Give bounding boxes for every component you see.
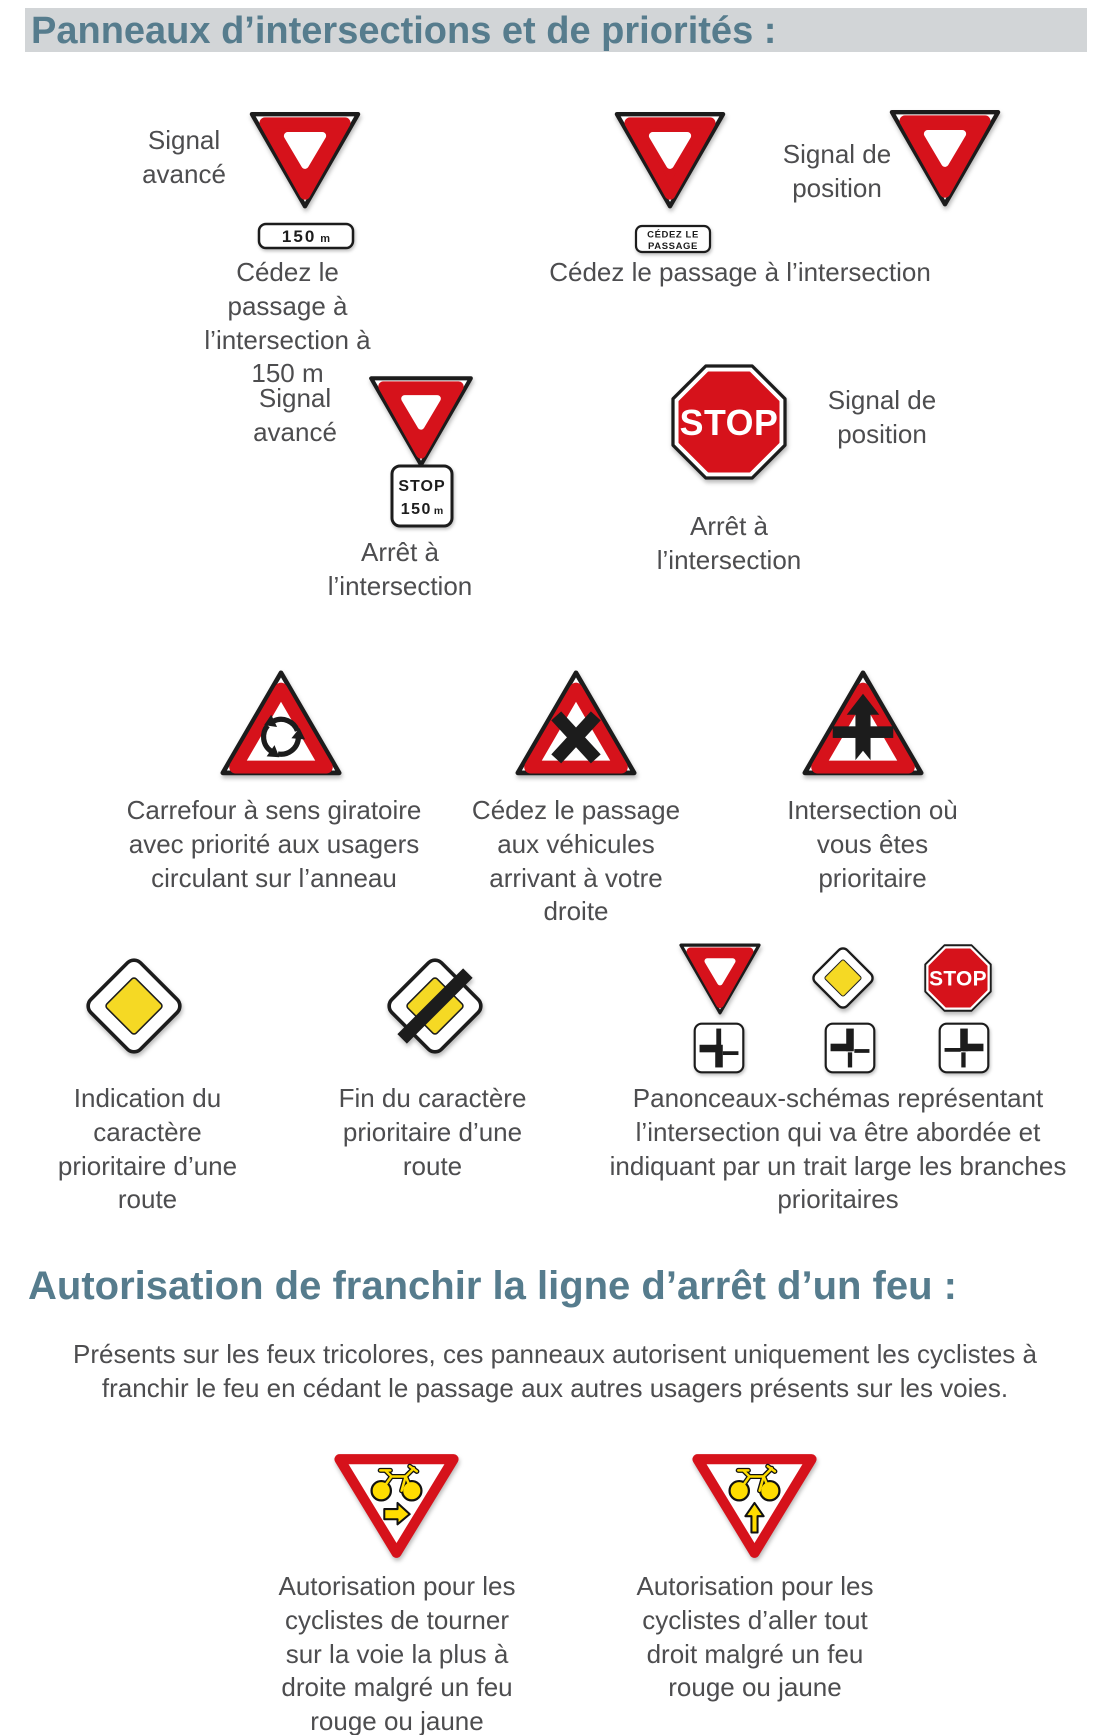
svg-text:CÉDEZ LE: CÉDEZ LE: [647, 229, 699, 241]
svg-text:PASSAGE: PASSAGE: [648, 241, 698, 252]
priority-road-diamond-sign-icon: [72, 944, 196, 1068]
panonceau-schema-icon: [937, 1021, 991, 1075]
stop-position-caption: Arrêt à l’intersection: [656, 511, 802, 575]
yield-position-caption: Cédez le passage à l’intersection: [549, 257, 931, 287]
section1-title: Panneaux d’intersections et de priorités :: [31, 10, 777, 52]
cyclist-straight-caption: Autorisation pour les cyclistes d’aller tout droit malgré un feu rouge ou jaune: [636, 1571, 874, 1703]
cyclist-turn-right-yield-sign-icon: [330, 1449, 463, 1563]
section1-title-bar: [25, 8, 1087, 52]
svg-text:STOP: STOP: [929, 967, 987, 991]
svg-text:STOP: STOP: [398, 478, 446, 495]
section2-intro: Présents sur les feux tricolores, ces panneaux autorisent uniquement les cyclistes à franchir le feu en cédant le passage aux autres usagers présents sur les voies.: [73, 1339, 1037, 1403]
svg-text:STOP: STOP: [679, 403, 779, 443]
stop-advance-caption: Arrêt à l’intersection: [327, 537, 473, 601]
yield-advance-caption: Cédez le passage à l’intersection à 150 m: [204, 257, 371, 389]
panonceau-schema-icon: [823, 1021, 877, 1075]
end-priority-road-diamond-sign-icon: [373, 944, 497, 1068]
position-stop-label: Signal de position: [827, 385, 937, 449]
yield-sign-icon: [240, 99, 370, 216]
end-priority-caption: Fin du caractère prioritaire d’une route: [338, 1083, 527, 1181]
small-yield-sign-icon: [672, 934, 768, 1020]
cedez-le-passage-panel: [634, 224, 712, 254]
advance-yield-label: Signal avancé: [142, 125, 226, 189]
stop-sign-icon: [664, 357, 794, 487]
small-stop-sign-icon: [920, 940, 996, 1016]
cyclist-turn-right-caption: Autorisation pour les cyclistes de tourner sur la voie la plus à droite malgré un feu rouge ou jaune: [278, 1571, 516, 1735]
priority-caption: Intersection où vous êtes prioritaire: [787, 795, 958, 893]
yield-sign-icon: [880, 97, 1010, 214]
yield-sign-icon: [360, 364, 482, 474]
svg-text:150m: 150 m: [281, 227, 331, 246]
panonceaux-caption: Panonceaux-schémas représentant l’intersection qui va être abordée et indiquant par un trait large les branches prioritaires: [609, 1083, 1067, 1215]
roundabout-warning-sign-icon: [211, 660, 351, 788]
stop-150m-panel: [390, 464, 454, 528]
position-yield-label: Signal de position: [782, 139, 892, 203]
roundabout-caption: Carrefour à sens giratoire avec priorité aux usagers circulant sur l’anneau: [126, 795, 422, 893]
small-priority-diamond-sign-icon: [803, 938, 883, 1018]
priority-road-warning-sign-icon: [793, 660, 933, 788]
distance-150m-panel: [257, 222, 355, 250]
section2-title: Autorisation de franchir la ligne d’arrêt d’un feu :: [28, 1264, 957, 1308]
panonceau-schema-icon: [692, 1021, 746, 1075]
crossroads-caption: Cédez le passage aux véhicules arrivant à votre droite: [471, 795, 681, 927]
svg-text:150m: 150 m: [400, 501, 444, 518]
cyclist-straight-yield-sign-icon: [688, 1449, 821, 1563]
yield-sign-icon: [605, 99, 735, 216]
priority-road-caption: Indication du caractère prioritaire d’une route: [57, 1083, 238, 1215]
crossroads-warning-sign-icon: [506, 660, 646, 788]
advance-stop-label: Signal avancé: [253, 383, 337, 447]
